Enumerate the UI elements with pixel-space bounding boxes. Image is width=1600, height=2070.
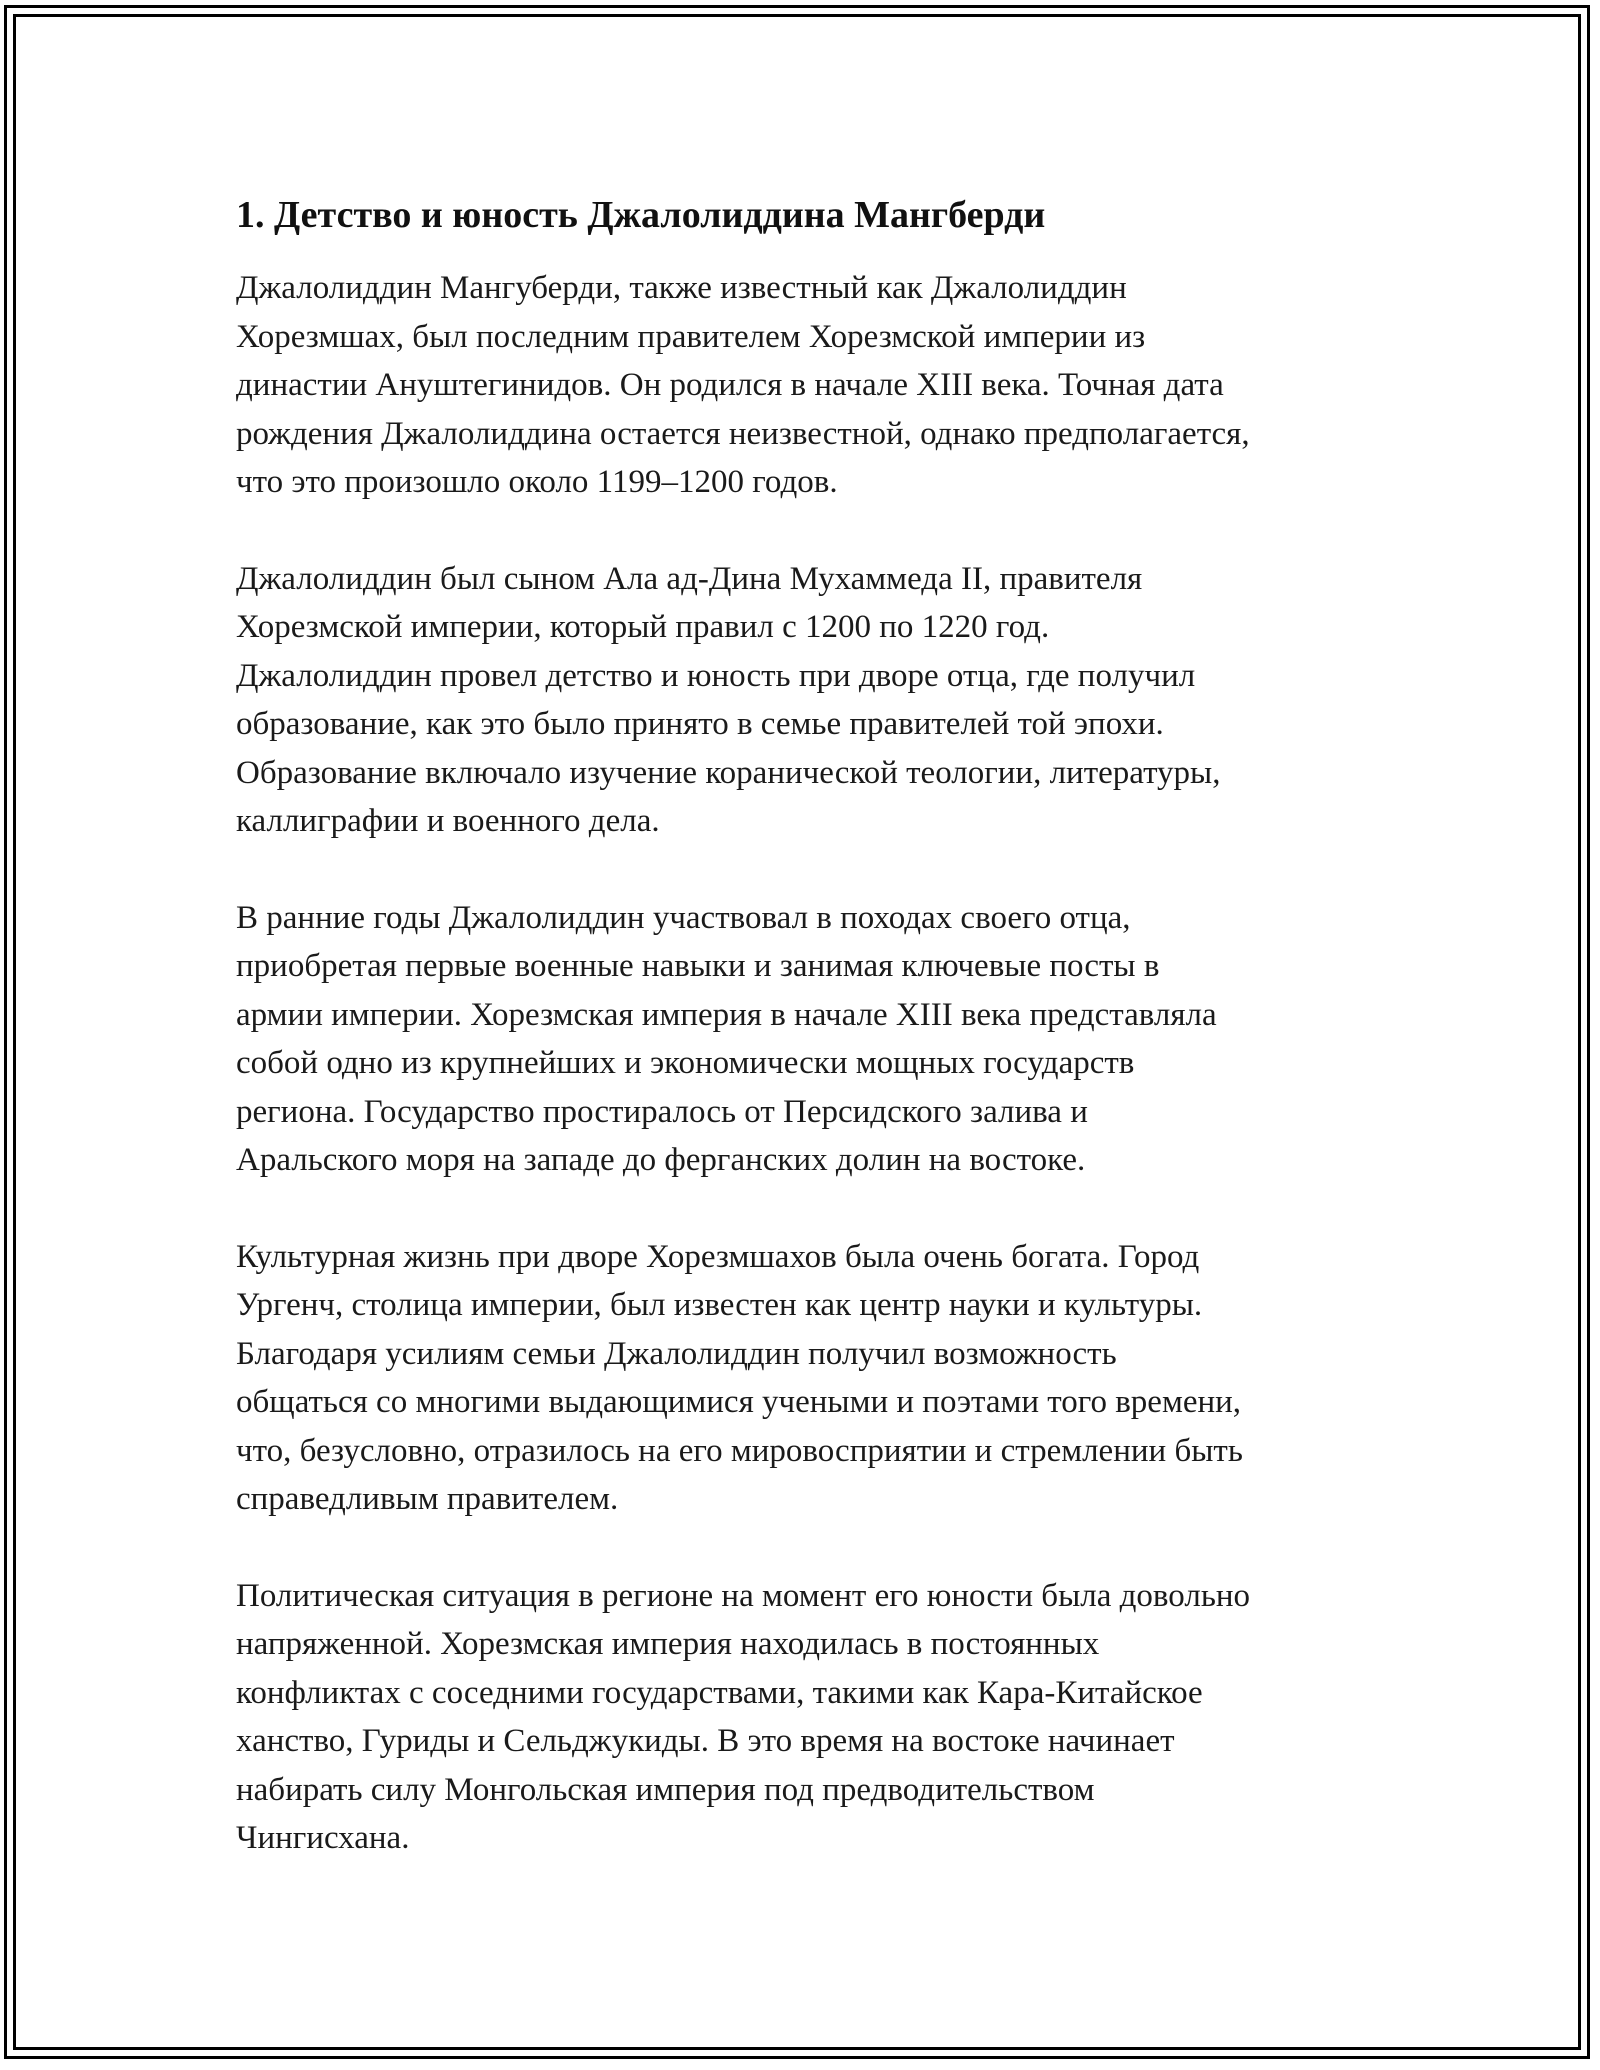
text-line: что, безусловно, отразилось на его мировосприятии и стремлении быть xyxy=(236,1432,1243,1469)
text-line: Хорезмской империи, который правил с 1200 по 1220 год. xyxy=(236,609,1050,645)
text-line: приобретая первые военные навыки и занимая ключевые посты в xyxy=(236,948,1160,984)
text-line: В ранние годы Джалолиддин участвовал в походах своего отца, xyxy=(236,899,1131,936)
text-line: региона. Государство простиралось от Персидского залива и xyxy=(236,1093,1088,1130)
paragraph-1 xyxy=(236,264,1366,507)
text-line: Политическая ситуация в регионе на момент его юности была довольно xyxy=(236,1577,1251,1614)
text-line: Джалолиддин был сыном Ала ад-Дина Мухаммеда II, правителя xyxy=(236,560,1143,597)
text-line: Хорезмшах, был последним правителем Хорезмской империи из xyxy=(236,318,1146,355)
text-line: набирать силу Монгольская империя под предводительством xyxy=(236,1771,1095,1808)
text-line: конфликтах с соседними государствами, такими как Кара-Китайское xyxy=(236,1674,1203,1711)
paragraph-5 xyxy=(236,1572,1366,1863)
document-body xyxy=(236,188,1366,1911)
text-line: Аральского моря на западе до ферганских долин на востоке. xyxy=(236,1142,1086,1178)
text-line: Благодаря усилиям семьи Джалолиддин получил возможность xyxy=(236,1335,1117,1372)
text-line: армии империи. Хорезмская империя в начале XIII века представляла xyxy=(236,996,1217,1033)
text-line: образование, как это было принято в семье правителей той эпохи. xyxy=(236,706,1164,742)
text-line: Чингисхана. xyxy=(236,1820,410,1856)
text-line: Культурная жизнь при дворе Хорезмшахов была очень богата. Город xyxy=(236,1238,1200,1275)
paragraph-3 xyxy=(236,894,1366,1185)
text-line: общаться со многими выдающимися учеными и поэтами того времени, xyxy=(236,1384,1242,1420)
text-line: ханство, Гуриды и Сельджукиды. В это время на востоке начинает xyxy=(236,1723,1175,1759)
text-line: Ургенч, столица империи, был известен как центр науки и культуры. xyxy=(236,1287,1203,1323)
text-line: собой одно из крупнейших и экономически мощных государств xyxy=(236,1045,1135,1081)
text-line: что это произошло около 1199–1200 годов. xyxy=(236,464,838,500)
text-line: династии Ануштегинидов. Он родился в начале XIII века. Точная дата xyxy=(236,367,1224,403)
text-line: Джалолиддин Мангуберди, также известный как Джалолиддин xyxy=(236,270,1127,306)
paragraph-2 xyxy=(236,555,1366,846)
text-line: справедливым правителем. xyxy=(236,1481,619,1517)
text-line: Образование включало изучение коранической теологии, литературы, xyxy=(236,754,1221,791)
text-line: каллиграфии и военного дела. xyxy=(236,803,660,839)
text-line: Джалолиддин провел детство и юность при дворе отца, где получил xyxy=(236,657,1196,694)
text-line: рождения Джалолиддина остается неизвестной, однако предполагается, xyxy=(236,415,1250,452)
section-heading: 1. Детство и юность Джалолиддина Мангберди xyxy=(236,194,1046,236)
text-line: напряженной. Хорезмская империя находилась в постоянных xyxy=(236,1626,1100,1662)
paragraph-4 xyxy=(236,1233,1366,1524)
